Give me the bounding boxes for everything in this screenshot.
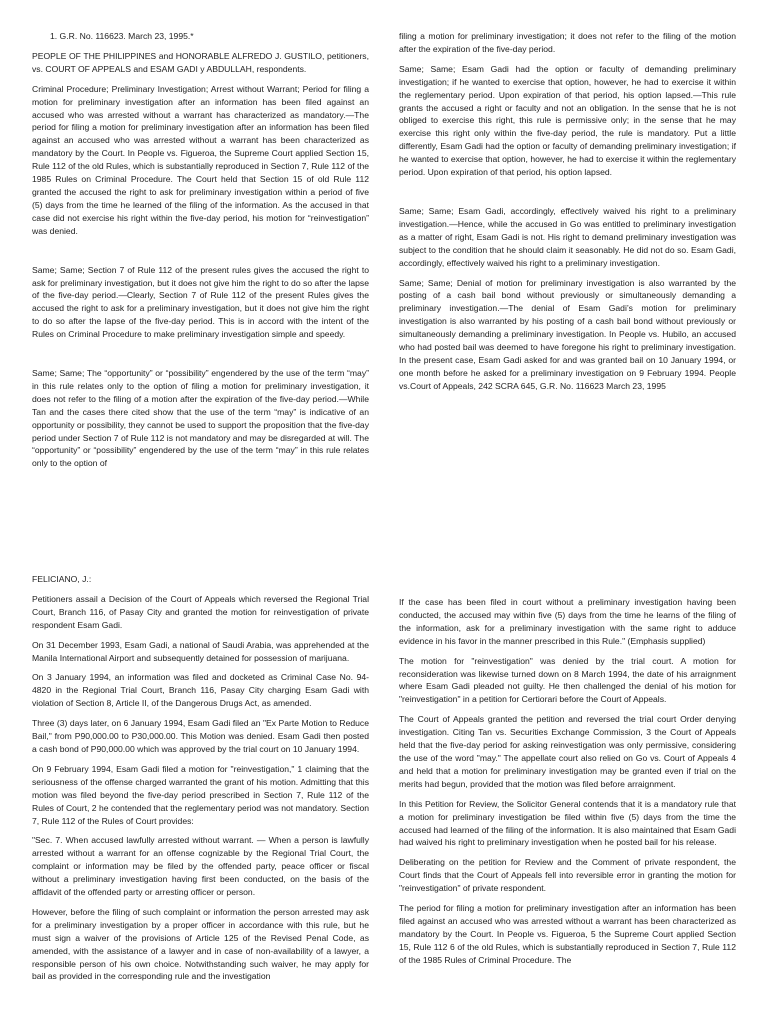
decision-left-column xyxy=(32,573,369,990)
decision-right-column xyxy=(399,596,736,974)
rule-quote: "Sec. 7. When accused lawfully arrested without warrant. — When a person is lawfully arrested without a warrant for an offense cognizable by the Regional Trial Court, the complaint or information may be filed by the offended party, peace officer or fiscal without a preliminary investigation having first been conducted, on the basis of the affidavit of the offended party or arresting officer or person. xyxy=(32,835,369,898)
decision-paragraph: The Court of Appeals granted the petition and reversed the trial court Order denying investigation. Citing Tan vs. Securities Exchange Commission, 3 the Court of Appeals held that the five-day period for asking reinvestigation was only permissive, considering the use of the word "may." The appellate court also relied on Go vs. Court of Appeals 4 and held that a motion for preliminary investigation may be granted even if trial on the merits had begun, provided that the motion was filed before arraignment. xyxy=(399,714,736,789)
syllabus-paragraph: Same; Same; Denial of motion for preliminary investigation is also warranted by the posting of a cash bail bond without previously or simultaneously demanding a preliminary investigation.—The denial of Esam Gadi’s motion for preliminary investigation is also warranted by his posting of a cash bail bond without previously or simultaneously demanding a preliminary investigation. In People vs. Hubilo, an accused who had posted bail was deemed to have foregone his right to preliminary investigation. In the present case, Esam Gadi asked for and was granted bail on 10 January 1994, or one month before he asked for a preliminary investigation on 9 February 1994. People vs.Court of Appeals, 242 SCRA 645, G.R. No. 116623 March 23, 1995 xyxy=(399,277,736,391)
decision-paragraph: In this Petition for Review, the Solicitor General contends that it is a mandatory rule that a motion for preliminary investigation be filed within five (5) days from the time the accused had learned of the filing of the information. It is also maintained that Esam Gadi had waived his right to preliminary investigation when he posted bail for his release. xyxy=(399,798,736,848)
decision-paragraph: Deliberating on the petition for Review and the Comment of private respondent, the Court finds that the Court of Appeals fell into reversible error in granting the motion for "reinvestigation" of private respondent. xyxy=(399,857,736,894)
case-number: 1. G.R. No. 116623. March 23, 1995.* xyxy=(50,31,194,41)
rule-quote: However, before the filing of such complaint or information the person arrested may ask for a preliminary investigation by a proper officer in accordance with this rule, but he must sign a waiver of the provisions of Article 125 of the Revised Penal Code, as amended, with the assistance of a lawyer and in case of non-availability of a lawyer, a responsible person of his own choice. Notwithstanding such waiver, he may apply for bail as provided in the corresponding rule and the investigation xyxy=(32,906,369,982)
decision-paragraph: Three (3) days later, on 6 January 1994, Esam Gadi filed an "Ex Parte Motion to Reduce Bail," from P90,000.00 to P30,000.00. This Motion was denied. Esam Gadi then posted a cash bond of P90,000.00 which was approved by the trial court on 10 January 1994. xyxy=(32,718,369,754)
syllabus-continuation: filing a motion for preliminary investigation; it does not refer to the filing of the motion after the expiration of the five-day period. xyxy=(399,31,736,54)
decision-paragraph: The motion for "reinvestigation" was denied by the trial court. A motion for reconsideration was likewise turned down on 8 March 1994, the date of his arraignment where Esam Gadi pleaded not guilty. He then challenged the denial of his motion for "reinvestigation" in a petition for Certiorari before the Court of Appeals. xyxy=(399,655,736,705)
decision-paragraph: Petitioners assail a Decision of the Court of Appeals which reversed the Regional Trial Court, Branch 116, of Pasay City and granted the motion for reinvestigation of private respondent Esam Gadi. xyxy=(32,593,369,630)
case-parties: PEOPLE OF THE PHILIPPINES and HONORABLE ALFREDO J. GUSTILO, petitioners, vs. COURT OF APPEALS and ESAM GADI y ABDULLAH, respondents. xyxy=(32,50,369,74)
rule-quote: If the case has been filed in court without a preliminary investigation having been conducted, the accused may within five (5) days from the time he learns of the filing of the information, ask for a preliminary investigation with the same right to adduce evidence in his favor in the manner prescribed in this Rule." (Emphasis supplied) xyxy=(399,597,736,646)
syllabus-paragraph: Same; Same; The “opportunity” or “possibility” engendered by the use of the term “may” in this rule relates only to the option of filing a motion for preliminary investigation, it does not refer to the filing of a motion after the expiration of the five-day period.—While Tan and the cases there cited show that the use of the term “may” is indicative of an opportunity or possibility, they cannot be used to support the proposition that the five-day period under Section 7 of Rule 112 is not mandatory and may be disregarded at will. The “opportunity” or “possibility” engendered by the use of the term “may” in this rule relates only to the option of xyxy=(32,368,369,469)
ponente: FELICIANO, J.: xyxy=(32,574,92,584)
syllabus-paragraph: Same; Same; Section 7 of Rule 112 of the present rules gives the accused the right to ask for preliminary investigation, but it does not give him the right to do so after the lapse of the five-day period.—Clearly, Section 7 of Rule 112 of the present Rules gives the accused the right to ask for a preliminary investigation, but it does not give him the right to do so after the lapse of the five-day period. This is in accord with the intent of the Rules on Criminal Procedure to make preliminary investigation simple and speedy. xyxy=(32,264,369,340)
syllabus-left-column xyxy=(32,30,369,477)
syllabus-paragraph: Same; Same; Esam Gadi, accordingly, effectively waived his right to a preliminary investigation.—Hence, while the accused in Go was entitled to preliminary investigation as a matter of right, Esam Gadi is not. His right to demand preliminary investigation was subject to the condition that he should claim it seasonably. He did not do so. Esam Gadi, accordingly, effectively waived his right to a preliminary investigation. xyxy=(399,205,736,268)
syllabus-paragraph: Same; Same; Esam Gadi had the option or faculty of demanding preliminary investigation; if he wanted to exercise that option, however, he had to exercise it within the reglementary period. Upon expiration of that period, his option lapsed.—This rule grants the accused a right or faculty and not an obligation. In the sense that he is not obliged to exercise this right, this rule is permissive only; in the sense that he may exercise this right only within the five-day period, the rule is mandatory. Put a little differently, Esam Gadi had the option or faculty of demanding preliminary investigation; if he wanted to exercise that option, however, he had to exercise it within the reglementary period. Upon expiration of that period, his option lapsed. xyxy=(399,63,736,178)
decision-paragraph: On 9 February 1994, Esam Gadi filed a motion for "reinvestigation," 1 claiming that the seriousness of the offense charged warranted the grant of his motion. Admitting that this motion was filed beyond the five-day period prescribed in Section 7, Rule 112 of the Rules of Court, 2 he contended that the reglementary period was not mandatory. Section 7, Rule 112 of the Rules of Court provides: xyxy=(32,763,369,826)
decision-paragraph: On 3 January 1994, an information was filed and docketed as Criminal Case No. 94-4820 in the Regional Trial Court, Branch 116, Pasay City charging Esam Gadi with violation of Section 8, Article II, of the Dangerous Drugs Act, as amended. xyxy=(32,672,369,709)
decision-paragraph: The period for filing a motion for preliminary investigation after an information has been filed against an accused who was arrested without a warrant has been characterized as mandatory by the Court. In People vs. Figueroa, 5 the Supreme Court applied Section 15, Rule 112 6 of the old Rules, which is substantially reproduced in Section 7, Rule 112 of the 1985 Rules of Criminal Procedure. The xyxy=(399,903,736,965)
syllabus-right-column xyxy=(399,30,736,400)
syllabus-paragraph: Criminal Procedure; Preliminary Investigation; Arrest without Warrant; Period for filing a motion for preliminary investigation after an information has been filed against an accused who was arrested without a warrant has characterized as mandatory.—The period for filing a motion for preliminary investigation after an information has been filed against an accused who was arrested without a warrant has been characterized as mandatory by the Court. In People vs. Figueroa, the Supreme Court applied Section 15, Rule 112 of the old Rules, which is substantially reproduced in Section 7, Rule 112 of the 1985 Rules on Criminal Procedure. The Court held that Section 15 of old Rule 112 granted the accused the right to ask for preliminary investigation within a period of five (5) days from the time he learned of the filing of the information. As the accused in that case did not exercise his right within the five-day period, his motion for “reinvestigation” was denied. xyxy=(32,83,369,236)
decision-paragraph: On 31 December 1993, Esam Gadi, a national of Saudi Arabia, was apprehended at the Manila International Airport and subsequently detained for possession of marijuana. xyxy=(32,639,369,663)
